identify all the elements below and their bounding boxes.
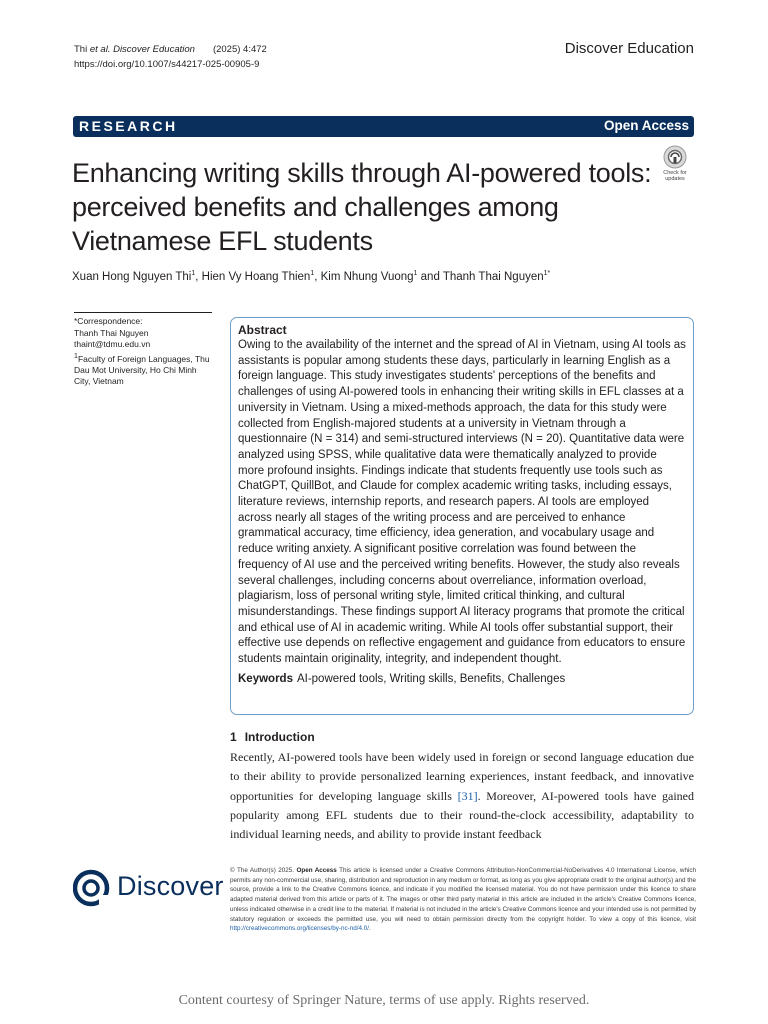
affiliation — [74, 351, 212, 388]
abstract-heading: Abstract — [238, 323, 287, 337]
correspondence-email[interactable]: thaint@tdmu.edu.vn — [74, 339, 151, 349]
check-for-updates-label: Check for updates — [663, 170, 687, 182]
citation-reference-link[interactable]: [31] — [457, 788, 478, 803]
license-link[interactable]: http://creativecommons.org/licenses/by-nc-nd/4.0/ — [230, 925, 369, 933]
author-affiliation-sup: 1 — [413, 270, 418, 277]
doi-link[interactable]: https://doi.org/10.1007/s44217-025-00905-9 — [74, 59, 260, 70]
author-name[interactable]: Kim Nhung Vuong — [320, 270, 414, 283]
affiliation-text: Faculty of Foreign Languages, Thu Dau Mot University, Ho Chi Minh City, Vietnam — [74, 353, 210, 387]
section-number: 1 — [230, 730, 237, 744]
citation-authors: Thi — [74, 44, 90, 55]
section-title: Introduction — [244, 730, 315, 744]
check-for-updates-badge[interactable] — [656, 145, 694, 183]
section-heading-introduction — [230, 730, 315, 744]
introduction-paragraph: Recently, AI-powered tools have been widely used in foreign or second language education due to their ability to provide personalized learning experiences, instant feedback, and innovative opportunities for developing language skills [31]. Moreover, AI-powered tools have gained popularity among EFL students due to their round-the-clock accessibility, adaptability to individual learning needs, and ability to provide instant feedback — [230, 750, 695, 842]
section-banner — [73, 116, 694, 137]
keywords-label: Keywords — [238, 672, 293, 685]
abstract-text: Owing to the availability of the internet and the spread of AI in Vietnam, using AI tools as assistants is popular among students these days, particularly in learning English as a foreign language. This study investigates students' perceptions of the benefits and challenges of using AI-powered tools in enhancing their writing skills in EFL classes at a university in Vietnam. Using a mixed-methods approach, the data for this study were collected from English-majored students at a university in Vietnam through a questionnaire (N = 314) and semi-structured interviews (N = 20). Quantitative data were analyzed using SPSS, while qualitative data were thematically analyzed to provide more profound insights. Findings indicate that students frequently use tools such as ChatGPT, QuillBot, and Claude for complex academic writing tasks, including essays, literature reviews, internship reports, and research papers. AI tools are employed across nearly all stages of the writing process and are perceived to enhance grammatical accuracy, time efficiency, idea generation, and vocabulary usage and reduce writing anxiety. A significant positive correlation was found between the frequency of AI use and the perceived writing benefits. However, the study also reveals several challenges, including concerns about overreliance, information overload, plagiarism, loss of personal writing style, limited critical thinking, and cultural misunderstandings. These findings support AI literacy programs that promote the critical and ethical use of AI in academic writing. While AI tools offer substantial support, their effective use depends on reflective engagement and guidance from educators to ensure students maintain originality, integrity, and independent thought. — [238, 339, 686, 666]
author-name[interactable]: Xuan Hong Nguyen Thi — [72, 270, 192, 283]
journal-brand: Discover Education — [564, 40, 694, 57]
author-list: Xuan Hong Nguyen Thi$^1$, Hien Vy Hoang Thien$^1$, Kim Nhung Vuong$^1$ and Thanh Thai Nguyen$^{1*}$ — [72, 270, 551, 283]
logo-wordmark: Discover — [117, 871, 224, 901]
affiliation-sup: 1 — [74, 351, 78, 360]
correspondence-name: Thanh Thai Nguyen — [74, 327, 149, 338]
correspondence-sidebar — [74, 312, 212, 388]
section-label: RESEARCH — [79, 118, 178, 134]
citation-block — [74, 42, 267, 72]
keywords-line — [238, 671, 686, 687]
citation-journal: et al. Discover Education — [89, 44, 195, 55]
license-open-access: Open Access — [296, 867, 337, 874]
citation-year-volume: (2025) 4:472 — [212, 44, 267, 55]
author-name[interactable]: Thanh Thai Nguyen — [442, 270, 544, 283]
correspondence-label: *Correspondence: — [74, 316, 143, 326]
keywords-list: AI-powered tools, Writing skills, Benefits, Challenges — [296, 672, 566, 685]
abstract-box — [230, 317, 694, 715]
author-affiliation-sup: 1 — [310, 270, 315, 277]
author-affiliation-sup: 1 — [191, 270, 196, 277]
license-notice: © The Author(s) 2025. Open Access This article is licensed under a Creative Commons Attribution-NonCommercial-NoDerivatives 4.0 International License, which permits any non-commercial use, sharing, distribution and reproduction in any medium or format, as long as you give appropriate credit to the original author(s) and the source, provide a link to the Creative Commons licence, and indicate if you modified the licensed material. You do not have permission under this licence to share adapted material derived from this article or parts of it. The images or other third party material in this article are included in the article's Creative Commons licence, unless indicated otherwise in a credit line to the material. If material is not included in the article's Creative Commons licence and your intended use is not permitted by statutory regulation or exceeds the permitted use, you will need to obtain permission directly from the copyright holder. To view a copy of this licence, visit http://creativecommons.org/licenses/by-nc-nd/4.0/. — [230, 867, 696, 933]
author-name[interactable]: Hien Vy Hoang Thien — [201, 270, 311, 283]
check-for-updates-icon — [656, 145, 694, 171]
author-affiliation-sup: 1* — [543, 270, 551, 277]
article-title: Enhancing writing skills through AI-powered tools: perceived benefits and challenges among Vietnamese EFL students — [72, 158, 652, 256]
courtesy-notice: Content courtesy of Springer Nature, terms of use apply. Rights reserved. — [178, 993, 590, 1008]
citation-line — [74, 42, 267, 57]
discover-logo — [73, 868, 223, 908]
open-access-label: Open Access — [603, 118, 689, 133]
discover-logo-icon — [73, 868, 113, 908]
